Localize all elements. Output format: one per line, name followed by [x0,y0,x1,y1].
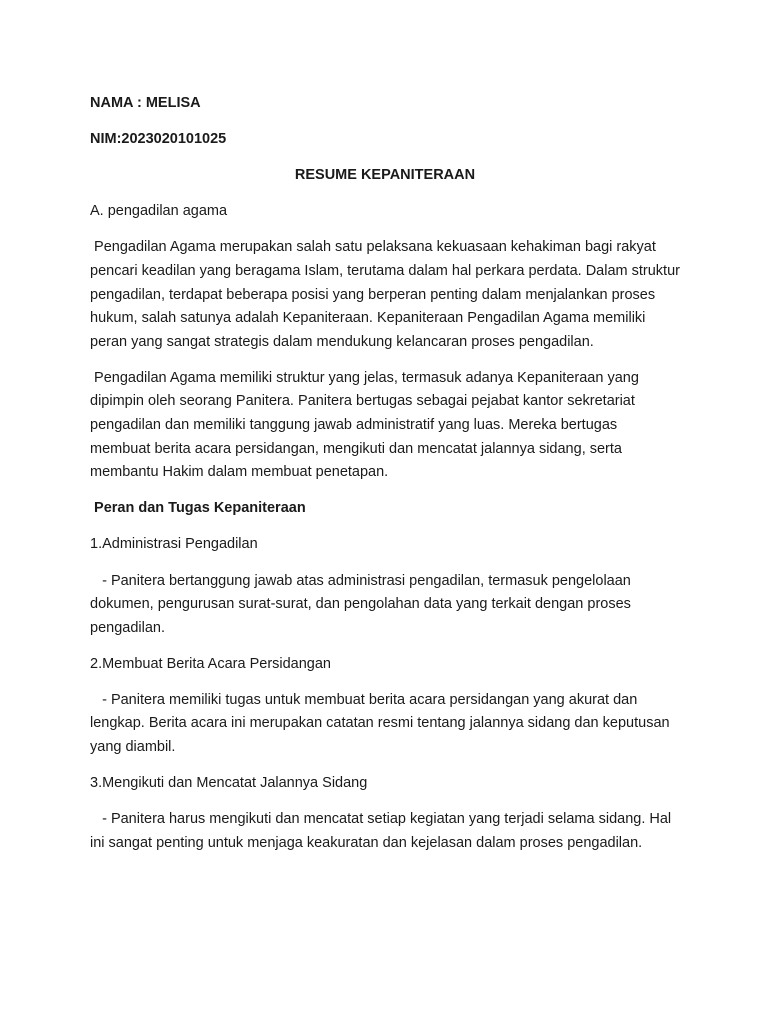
document-page [90,92,684,868]
item-1-description: - Panitera bertanggung jawab atas administrasi pengadilan, termasuk pengelolaan dokumen, pengurusan surat-surat, dan pengolahan data yang terkait dengan proses pengadilan. [90,572,635,636]
roles-heading: Peran dan Tugas Kepaniteraan [90,500,306,517]
student-nim: NIM:2023020101025 [90,131,227,148]
item-1-title: 1.Administrasi Pengadilan [90,536,258,553]
paragraph-structure: Pengadilan Agama memiliki struktur yang jelas, termasuk adanya Kepaniteraan yang dipimpin oleh seorang Panitera. Panitera bertugas sebagai pejabat kantor sekretariat pengadilan dan memiliki tanggung jawab administratif yang luas. Mereka bertugas membuat berita acara persidangan, mengikuti dan mencatat jalannya sidang, serta membantu Hakim dalam membuat penetapan. [90,369,643,481]
item-3-title: 3.Mengikuti dan Mencatat Jalannya Sidang [90,775,368,792]
paragraph-intro: Pengadilan Agama merupakan salah satu pelaksana kekuasaan kehakiman bagi rakyat pencari keadilan yang beragama Islam, terutama dalam hal perkara perdata. Dalam struktur pengadilan, terdapat beberapa posisi yang berperan penting dalam menjalankan proses hukum, salah satunya adalah Kepaniteraan. Kepaniteraan Pengadilan Agama memiliki peran yang sangat strategis dalam mendukung kelancaran proses pengadilan. [90,239,684,350]
item-2-description: - Panitera memiliki tugas untuk membuat berita acara persidangan yang akurat dan lengkap. Berita acara ini merupakan catatan resmi tentang jalannya sidang dan keputusan yang diambil. [90,691,674,756]
section-a-heading: A. pengadilan agama [90,203,228,220]
item-3-description: - Panitera harus mengikuti dan mencatat setiap kegiatan yang terjadi selama sidang. Hal ini sangat penting untuk menjaga keakuratan dan kejelasan dalam proses pengadilan. [90,811,676,851]
document-title: RESUME KEPANITERAAN [294,167,476,184]
item-2-title: 2.Membuat Berita Acara Persidangan [90,655,331,672]
student-name: NAMA : MELISA [90,95,201,111]
